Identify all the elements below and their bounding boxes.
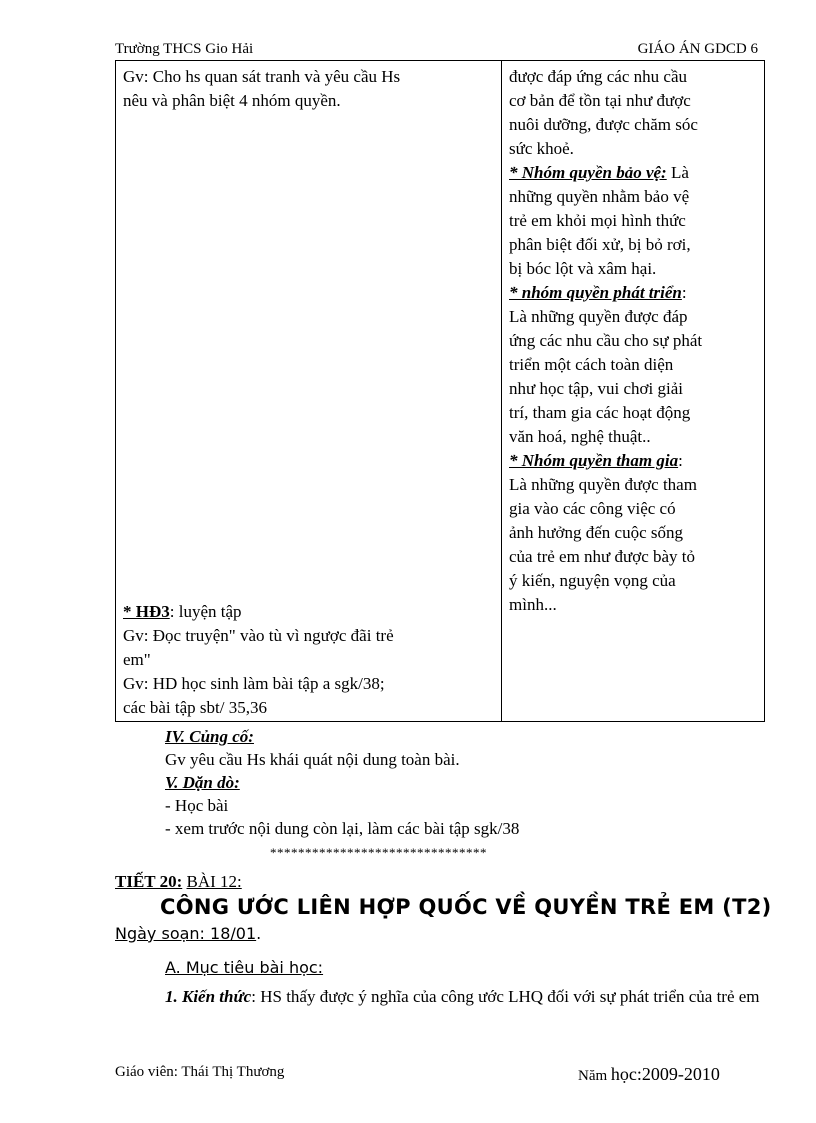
- homework-item: - xem trước nội dung còn lại, làm các bài tập sgk/38: [165, 819, 520, 838]
- right-line: trẻ em khỏi mọi hình thức: [509, 211, 686, 230]
- knowledge-paragraph: [115, 985, 765, 1009]
- lesson-bai: BÀI 12:: [186, 872, 242, 891]
- right-line: nuôi dưỡng, được chăm sóc: [509, 115, 698, 134]
- group-protect-heading: [509, 161, 760, 185]
- footer-teacher: Giáo viên: Thái Thị Thương: [115, 1064, 285, 1080]
- right-line: bị bóc lột và xâm hại.: [509, 259, 657, 278]
- section-v-title: V. Dặn dò:: [165, 773, 240, 792]
- lesson-number: [115, 872, 242, 892]
- group-develop-first: :: [681, 283, 687, 302]
- left-line: Gv: Đọc truyện" vào tù vì ngược đãi trẻ: [123, 626, 394, 645]
- right-line: Là những quyền được tham: [509, 475, 697, 494]
- right-line: phân biệt đối xử, bị bỏ rơi,: [509, 235, 691, 254]
- footer-year: [578, 1064, 720, 1085]
- right-line: của trẻ em như được bày tỏ: [509, 547, 696, 566]
- homework-item: - Học bài: [165, 796, 229, 815]
- left-line: Gv: Cho hs quan sát tranh và yêu cầu Hs: [123, 67, 401, 86]
- prep-date-label: Ngày soạn: 18/01: [115, 924, 257, 943]
- lesson-table: [115, 60, 765, 722]
- footer-year-label: Năm: [578, 1068, 611, 1084]
- prep-date: [115, 924, 261, 943]
- group-participate-title: * Nhóm quyền tham gia: [509, 451, 679, 470]
- group-develop-heading: [509, 281, 760, 305]
- right-line: văn hoá, nghệ thuật..: [509, 427, 651, 446]
- lesson-title: CÔNG ƯỚC LIÊN HỢP QUỐC VỀ QUYỀN TRẺ EM (T2): [160, 895, 772, 919]
- right-line: ý kiến, nguyện vọng của: [509, 571, 676, 590]
- right-line: cơ bản để tồn tại như được: [509, 91, 691, 110]
- group-develop-title: * nhóm quyền phát triển: [509, 283, 682, 302]
- section-iv-title: IV. Củng cố:: [165, 727, 254, 746]
- right-line: triển một cách toàn diện: [509, 355, 674, 374]
- right-line: ứng các nhu cầu cho sự phát: [509, 331, 703, 350]
- right-line: trí, tham gia các hoạt động: [509, 403, 691, 422]
- left-line: Gv: HD học sinh làm bài tập a sgk/38;: [123, 674, 385, 693]
- right-line: ảnh hưởng đến cuộc sống: [509, 523, 684, 542]
- right-line: như học tập, vui chơi giải: [509, 379, 684, 398]
- group-participate-first: :: [678, 451, 683, 470]
- prep-date-tail: .: [256, 924, 262, 943]
- right-line: những quyền nhằm bảo vệ: [509, 187, 690, 206]
- lesson-tiet: TIẾT 20:: [115, 872, 183, 891]
- left-line: nêu và phân biệt 4 nhóm quyền.: [123, 91, 341, 110]
- separator-stars: *******************************: [270, 845, 487, 860]
- right-line: gia vào các công việc có: [509, 499, 676, 518]
- knowledge-label: 1. Kiến thức: [165, 987, 252, 1006]
- hd3-rest: : luyện tập: [169, 602, 242, 621]
- review-homework-block: [165, 725, 765, 840]
- table-left-column: [116, 61, 502, 721]
- right-line: Là những quyền được đáp: [509, 307, 688, 326]
- left-bottom-block: [123, 600, 493, 720]
- group-protect-first: Là: [666, 163, 689, 182]
- right-line: sức khoẻ.: [509, 139, 574, 158]
- header-school: Trường THCS Gio Hải: [115, 41, 254, 57]
- section-a-title: A. Mục tiêu bài học:: [165, 958, 324, 977]
- left-line: các bài tập sbt/ 35,36: [123, 698, 267, 717]
- knowledge-text: : HS thấy được ý nghĩa của công ước LHQ đối với sự phát triển của trẻ em: [251, 987, 760, 1006]
- right-line: được đáp ứng các nhu cầu: [509, 67, 687, 86]
- section-iv-text: Gv yêu cầu Hs khái quát nội dung toàn bài.: [165, 750, 460, 769]
- right-line: mình...: [509, 595, 557, 614]
- left-line: em": [123, 650, 151, 669]
- group-participate-heading: [509, 449, 760, 473]
- hd3-line: [123, 600, 493, 624]
- footer-year-value: học:2009-2010: [610, 1064, 720, 1084]
- header-subject: GIÁO ÁN GDCD 6: [637, 41, 758, 57]
- group-protect-title: * Nhóm quyền bảo vệ:: [509, 163, 667, 182]
- hd3-label: * HĐ3: [123, 602, 170, 621]
- left-top-block: [123, 65, 493, 113]
- table-right-column: [502, 61, 764, 721]
